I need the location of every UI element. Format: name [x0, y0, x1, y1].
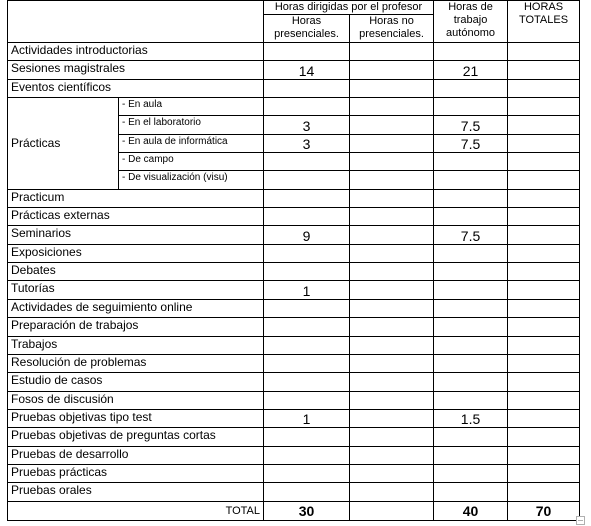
table-row [8, 373, 580, 391]
no-presenciales-cell [350, 43, 434, 61]
table-row [8, 354, 580, 372]
no-presenciales-cell [350, 171, 434, 189]
resize-handle-icon [576, 516, 585, 525]
totales-cell [508, 153, 580, 171]
practicas-subrow-label: - En aula [119, 98, 264, 116]
no-presenciales-cell [350, 263, 434, 281]
practicas-subrow-label: - De campo [119, 153, 264, 171]
presenciales-cell [264, 189, 350, 207]
table-row [8, 244, 580, 262]
activity-label: Tutorías [8, 281, 264, 299]
no-presenciales-cell [350, 373, 434, 391]
autonomo-cell [434, 79, 508, 97]
totales-cell [508, 318, 580, 336]
table-row [8, 483, 580, 501]
table-row [8, 61, 580, 79]
table-row [8, 336, 580, 354]
totales-cell [508, 116, 580, 134]
totales-cell [508, 336, 580, 354]
presenciales-cell: 3 [264, 116, 350, 134]
no-presenciales-cell [350, 116, 434, 134]
header-autonomo: Horas de trabajo autónomo [434, 1, 508, 43]
autonomo-cell [434, 208, 508, 226]
autonomo-cell [434, 263, 508, 281]
table-row [8, 428, 580, 446]
presenciales-cell [264, 208, 350, 226]
no-presenciales-cell [350, 208, 434, 226]
table-row [8, 391, 580, 409]
presenciales-cell: 1 [264, 409, 350, 427]
no-presenciales-cell [350, 189, 434, 207]
activity-label: Pruebas objetivas de preguntas cortas [8, 428, 264, 446]
header-no-presenciales: Horas no presenciales. [350, 15, 434, 43]
totales-cell [508, 428, 580, 446]
presenciales-cell [264, 428, 350, 446]
autonomo-cell [434, 171, 508, 189]
table-row [8, 263, 580, 281]
table-row [8, 208, 580, 226]
totales-cell [508, 98, 580, 116]
autonomo-cell [434, 281, 508, 299]
no-presenciales-cell [350, 244, 434, 262]
total-totales: 70 [508, 501, 580, 520]
autonomo-cell: 1.5 [434, 409, 508, 427]
totales-cell [508, 354, 580, 372]
no-presenciales-cell [350, 299, 434, 317]
presenciales-cell [264, 98, 350, 116]
totales-cell [508, 299, 580, 317]
header-blank-cell [8, 1, 264, 43]
totales-cell [508, 263, 580, 281]
presenciales-cell [264, 464, 350, 482]
totales-cell [508, 244, 580, 262]
presenciales-cell [264, 483, 350, 501]
no-presenciales-cell [350, 354, 434, 372]
activity-label: Pruebas de desarrollo [8, 446, 264, 464]
activity-label: Actividades de seguimiento online [8, 299, 264, 317]
autonomo-cell [434, 428, 508, 446]
autonomo-cell [434, 373, 508, 391]
activity-label: Exposiciones [8, 244, 264, 262]
totales-cell [508, 171, 580, 189]
header-dirigidas: Horas dirigidas por el profesor [264, 1, 434, 15]
autonomo-cell [434, 98, 508, 116]
totales-cell [508, 79, 580, 97]
practicas-subrow-label: - De visualización (visu) [119, 171, 264, 189]
autonomo-cell [434, 244, 508, 262]
presenciales-cell [264, 373, 350, 391]
total-autonomo: 40 [434, 501, 508, 520]
autonomo-cell: 21 [434, 61, 508, 79]
table-row [8, 446, 580, 464]
totales-cell [508, 61, 580, 79]
activity-label: Practicum [8, 189, 264, 207]
activity-label: Pruebas objetivas tipo test [8, 409, 264, 427]
totales-cell [508, 208, 580, 226]
totales-cell [508, 189, 580, 207]
autonomo-cell: 7.5 [434, 134, 508, 152]
presenciales-cell [264, 336, 350, 354]
autonomo-cell: 7.5 [434, 116, 508, 134]
totales-cell [508, 483, 580, 501]
table-row [8, 318, 580, 336]
practicas-subrow-label: - En el laboratorio [119, 116, 264, 134]
no-presenciales-cell [350, 483, 434, 501]
presenciales-cell [264, 391, 350, 409]
autonomo-cell [434, 354, 508, 372]
autonomo-cell [434, 299, 508, 317]
autonomo-cell [434, 446, 508, 464]
no-presenciales-cell [350, 446, 434, 464]
presenciales-cell [264, 354, 350, 372]
no-presenciales-cell [350, 336, 434, 354]
presenciales-cell [264, 446, 350, 464]
autonomo-cell: 7.5 [434, 226, 508, 244]
presenciales-cell [264, 299, 350, 317]
autonomo-cell [434, 483, 508, 501]
autonomo-cell [434, 464, 508, 482]
practicas-subrow-label: - En aula de informática [119, 134, 264, 152]
no-presenciales-cell [350, 226, 434, 244]
header-presenciales: Horas presenciales. [264, 15, 350, 43]
no-presenciales-cell [350, 98, 434, 116]
activity-label: Preparación de trabajos [8, 318, 264, 336]
activity-label: Prácticas externas [8, 208, 264, 226]
presenciales-cell [264, 153, 350, 171]
table-row [8, 43, 580, 61]
total-presenciales: 30 [264, 501, 350, 520]
autonomo-cell [434, 189, 508, 207]
activity-label: Seminarios [8, 226, 264, 244]
activity-label: Trabajos [8, 336, 264, 354]
activity-label: Actividades introductorias [8, 43, 264, 61]
no-presenciales-cell [350, 281, 434, 299]
header-totales: HORAS TOTALES [508, 1, 580, 43]
table-row [8, 281, 580, 299]
presenciales-cell [264, 79, 350, 97]
total-row [8, 501, 580, 520]
table-row [8, 409, 580, 427]
total-no-presenciales [350, 501, 434, 520]
table-row [8, 464, 580, 482]
activity-label: Eventos científicos [8, 79, 264, 97]
no-presenciales-cell [350, 464, 434, 482]
activity-label: Debates [8, 263, 264, 281]
no-presenciales-cell [350, 391, 434, 409]
no-presenciales-cell [350, 428, 434, 446]
activity-label: Estudio de casos [8, 373, 264, 391]
presenciales-cell [264, 43, 350, 61]
total-label: TOTAL [8, 501, 264, 520]
header-row-top [8, 1, 580, 15]
totales-cell [508, 226, 580, 244]
activity-label: Resolución de problemas [8, 354, 264, 372]
presenciales-cell: 14 [264, 61, 350, 79]
no-presenciales-cell [350, 134, 434, 152]
presenciales-cell: 3 [264, 134, 350, 152]
autonomo-cell [434, 391, 508, 409]
no-presenciales-cell [350, 79, 434, 97]
presenciales-cell [264, 244, 350, 262]
table-row [8, 79, 580, 97]
totales-cell [508, 281, 580, 299]
activity-label: Pruebas orales [8, 483, 264, 501]
autonomo-cell [434, 318, 508, 336]
table-row [8, 299, 580, 317]
no-presenciales-cell [350, 61, 434, 79]
table-row [8, 189, 580, 207]
practicas-group-label: Prácticas [8, 98, 119, 190]
activity-label: Sesiones magistrales [8, 61, 264, 79]
totales-cell [508, 43, 580, 61]
presenciales-cell [264, 263, 350, 281]
autonomo-cell [434, 336, 508, 354]
totales-cell [508, 464, 580, 482]
totales-cell [508, 134, 580, 152]
no-presenciales-cell [350, 318, 434, 336]
no-presenciales-cell [350, 409, 434, 427]
table-row [8, 98, 580, 116]
totales-cell [508, 409, 580, 427]
totales-cell [508, 373, 580, 391]
no-presenciales-cell [350, 153, 434, 171]
presenciales-cell [264, 171, 350, 189]
presenciales-cell: 9 [264, 226, 350, 244]
table-row [8, 226, 580, 244]
autonomo-cell [434, 153, 508, 171]
totales-cell [508, 446, 580, 464]
presenciales-cell: 1 [264, 281, 350, 299]
hours-table [7, 0, 580, 521]
presenciales-cell [264, 318, 350, 336]
activity-label: Pruebas prácticas [8, 464, 264, 482]
totales-cell [508, 391, 580, 409]
activity-label: Fosos de discusión [8, 391, 264, 409]
autonomo-cell [434, 43, 508, 61]
